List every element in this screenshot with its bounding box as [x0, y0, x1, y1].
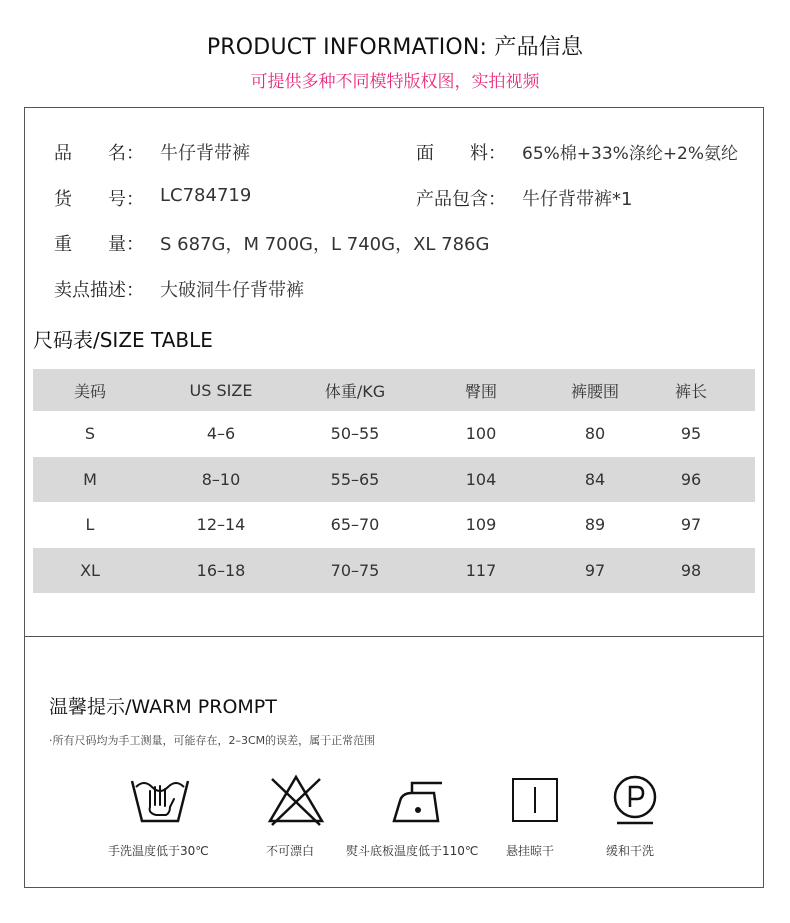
selling-value: 大破洞牛仔背带裤 — [160, 280, 304, 301]
header-cell: 臀围 — [464, 381, 497, 401]
table-cell: 12–14 — [196, 515, 246, 535]
name-value: 牛仔背带裤 — [160, 143, 250, 164]
selling-label: 卖点描述： — [54, 280, 144, 301]
header-title: PRODUCT INFORMATION: 产品信息 — [206, 35, 584, 60]
name-label: 品 名： — [54, 143, 144, 164]
header-cell: 裤长 — [674, 381, 707, 401]
table-cell: 55–65 — [330, 469, 380, 489]
header-cell: US SIZE — [189, 380, 253, 400]
line-dry-icon — [507, 773, 567, 829]
table-cell: 96 — [680, 469, 702, 489]
dry-clean-icon — [605, 773, 665, 829]
fabric-label: 面 料： — [416, 143, 506, 164]
header-subtitle: 可提供多种不同模特版权图，实拍视频 — [250, 72, 540, 92]
size-table-title: 尺码表/SIZE TABLE — [33, 328, 213, 352]
package-label: 产品包含： — [416, 189, 506, 210]
table-row — [33, 548, 755, 594]
hand-wash-icon — [130, 773, 190, 829]
table-cell: 4–6 — [206, 424, 236, 444]
frame-divider — [24, 636, 764, 637]
table-cell: 16–18 — [196, 560, 246, 580]
header-cell: 美码 — [73, 381, 106, 401]
table-cell: 109 — [465, 515, 497, 535]
size-table — [33, 369, 755, 593]
table-cell: 95 — [680, 424, 702, 444]
care-label-no-bleach: 不可漂白 — [266, 844, 315, 858]
iron-icon — [386, 773, 446, 829]
table-row — [33, 457, 755, 503]
table-cell: XL — [80, 560, 100, 580]
warm-prompt-title: 温馨提示/WARM PROMPT — [49, 696, 277, 718]
warm-prompt-note: ·所有尺码均为手工测量，可能存在，2–3CM的误差，属于正常范围 — [49, 734, 376, 747]
table-cell: 97 — [584, 560, 606, 580]
table-header-row — [33, 369, 755, 411]
fabric-value: 65%棉+33%涤纶+2%氨纶 — [522, 144, 739, 164]
header-cell: 体重/KG — [324, 381, 386, 401]
table-cell: 50–55 — [330, 424, 380, 444]
table-cell: 70–75 — [330, 560, 380, 580]
table-cell: S — [84, 424, 96, 444]
care-label-hand-wash: 手洗温度低于30℃ — [108, 844, 209, 858]
table-cell: 89 — [584, 515, 606, 535]
weight-value: S 687G，M 700G，L 740G，XL 786G — [160, 234, 490, 255]
table-cell: 65–70 — [330, 515, 380, 535]
table-row — [33, 502, 755, 548]
table-cell: 98 — [680, 560, 702, 580]
table-cell: 80 — [584, 424, 606, 444]
package-value: 牛仔背带裤*1 — [522, 189, 633, 210]
table-cell: 8–10 — [201, 469, 241, 489]
table-cell: 84 — [584, 469, 606, 489]
care-label-line-dry: 悬挂晾干 — [506, 844, 555, 858]
table-cell: 97 — [680, 515, 702, 535]
no-bleach-icon — [266, 773, 326, 829]
code-label: 货 号： — [54, 189, 144, 210]
table-cell: 117 — [465, 560, 497, 580]
care-label-iron: 熨斗底板温度低于110℃ — [346, 844, 479, 858]
weight-label: 重 量： — [54, 234, 144, 255]
table-cell: 100 — [465, 424, 497, 444]
table-row — [33, 411, 755, 457]
table-cell: M — [83, 469, 97, 489]
table-cell: 104 — [465, 469, 497, 489]
header-cell: 裤腰围 — [570, 381, 619, 401]
care-label-dry-clean: 缓和干洗 — [606, 844, 655, 858]
code-value: LC784719 — [160, 185, 252, 206]
table-cell: L — [85, 515, 95, 535]
